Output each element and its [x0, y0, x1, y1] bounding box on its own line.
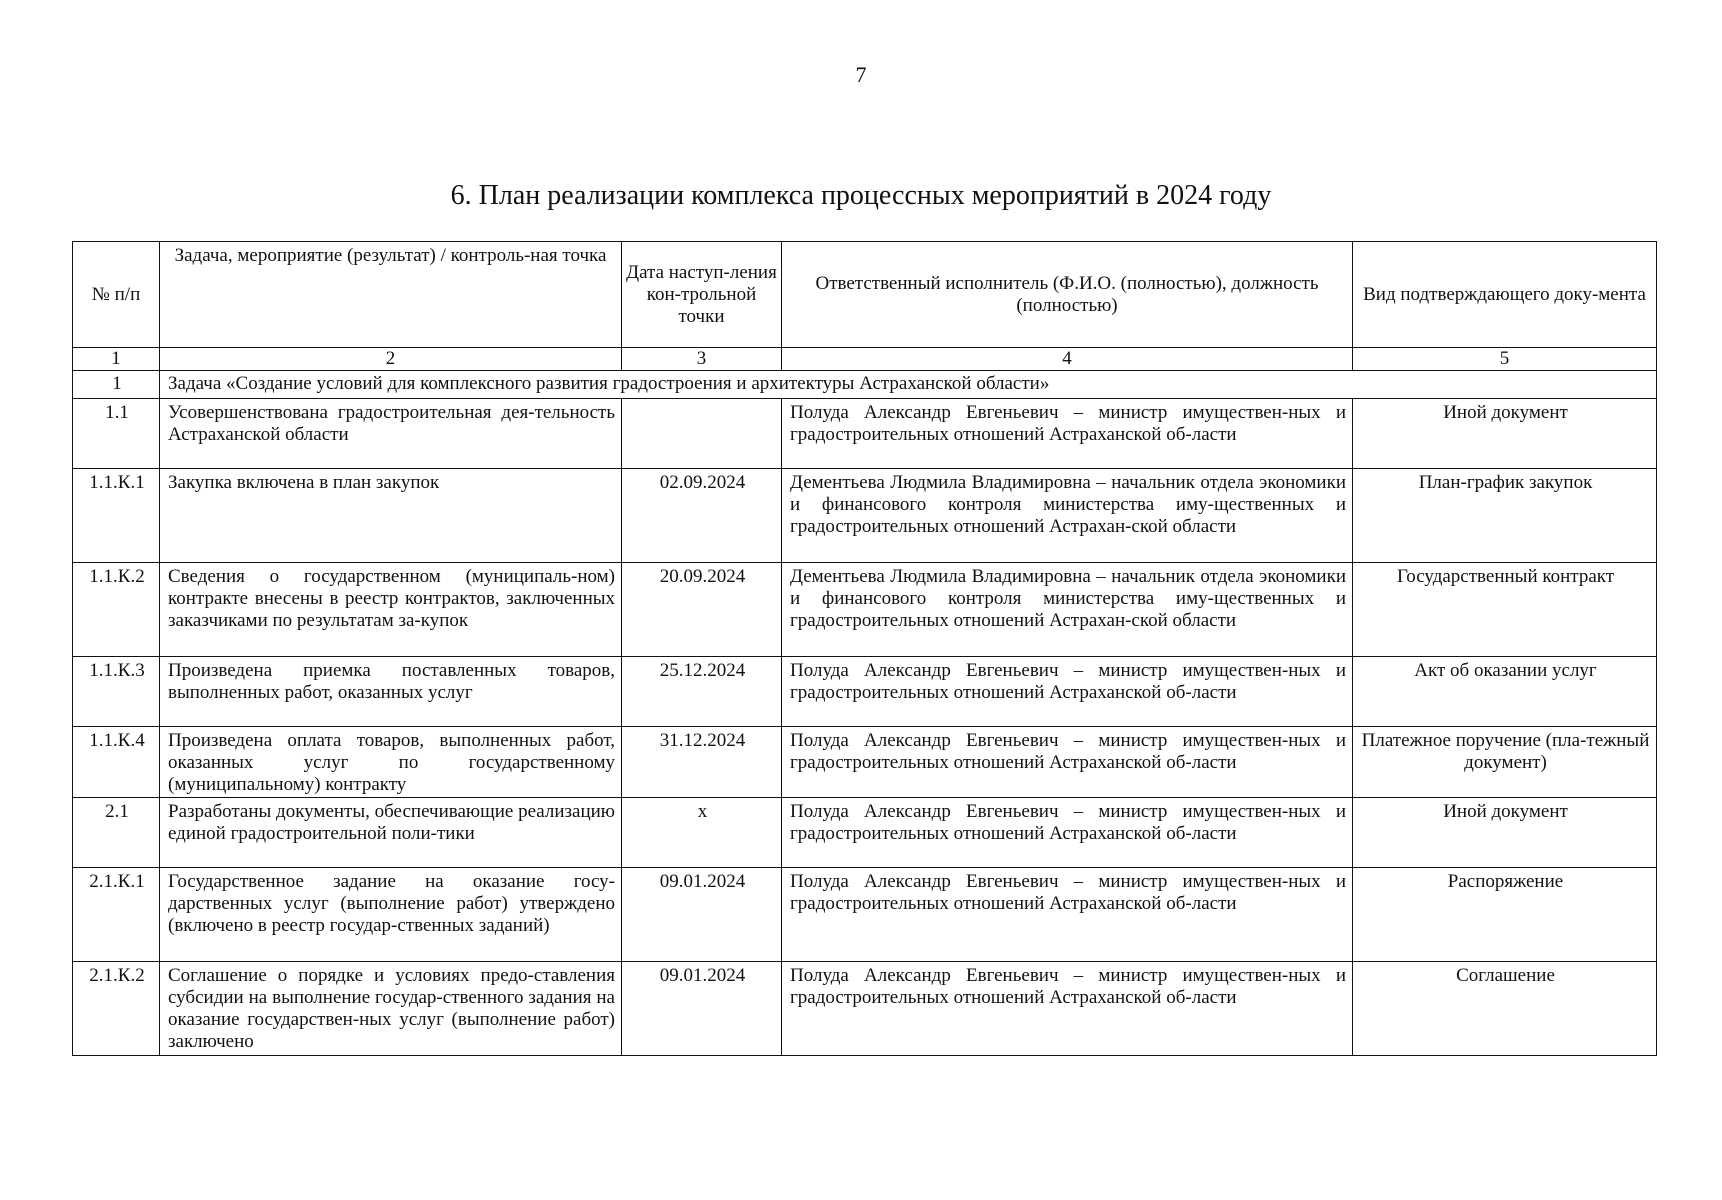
table-row	[73, 727, 1657, 798]
row-task-text: Произведена оплата товаров, выполненных работ, оказанных услуг по государственному (муниципальному) контракту	[160, 727, 622, 798]
table-row	[73, 469, 1657, 563]
column-number: 3	[622, 348, 782, 371]
row-date: 31.12.2024	[622, 727, 782, 798]
row-task-text: Соглашение о порядке и условиях предо-ставления субсидии на выполнение государ-ственного задания на оказание государствен-ных услуг (выполнение работ) заключено	[160, 962, 622, 1056]
row-responsible: Полуда Александр Евгеньевич – министр имуществен-ных и градостроительных отношений Астраханской об-ласти	[782, 798, 1353, 868]
table-row	[73, 563, 1657, 657]
row-date	[622, 399, 782, 469]
row-number: 2.1.К.1	[73, 868, 160, 962]
row-number: 1.1.К.2	[73, 563, 160, 657]
row-document-type: План-график закупок	[1353, 469, 1657, 563]
page-title: 6. План реализации комплекса процессных мероприятий в 2024 году	[450, 180, 1272, 211]
row-date: 25.12.2024	[622, 657, 782, 727]
row-responsible: Полуда Александр Евгеньевич – министр имуществен-ных и градостроительных отношений Астраханской об-ласти	[782, 657, 1353, 727]
table-row	[73, 657, 1657, 727]
header-task: Задача, мероприятие (результат) / контроль-ная точка	[160, 242, 622, 348]
header-document: Вид подтверждающего доку-мента	[1353, 242, 1657, 348]
table-row	[73, 399, 1657, 469]
header-num: № п/п	[73, 242, 160, 348]
row-date: 02.09.2024	[622, 469, 782, 563]
row-document-type: Иной документ	[1353, 399, 1657, 469]
row-task-text: Государственное задание на оказание госу-дарственных услуг (выполнение работ) утверждено (включено в реестр государ-ственных заданий)	[160, 868, 622, 962]
table-header-row	[73, 242, 1657, 348]
row-document-type: Платежное поручение (пла-тежный документ)	[1353, 727, 1657, 798]
page-number: 7	[855, 62, 867, 87]
row-document-type: Акт об оказании услуг	[1353, 657, 1657, 727]
row-number: 2.1.К.2	[73, 962, 160, 1056]
task-group-text: Задача «Создание условий для комплексного развития градостроения и архитектуры Астраханской области»	[160, 371, 1657, 399]
column-number-row	[73, 348, 1657, 371]
table-row	[73, 962, 1657, 1056]
row-date: 09.01.2024	[622, 868, 782, 962]
row-responsible: Полуда Александр Евгеньевич – министр имуществен-ных и градостроительных отношений Астраханской об-ласти	[782, 868, 1353, 962]
row-task-text: Закупка включена в план закупок	[160, 469, 622, 563]
header-responsible: Ответственный исполнитель (Ф.И.О. (полностью), должность (полностью)	[782, 242, 1353, 348]
row-document-type: Соглашение	[1353, 962, 1657, 1056]
row-number: 1.1.К.3	[73, 657, 160, 727]
task-group-row	[73, 371, 1657, 399]
row-responsible: Полуда Александр Евгеньевич – министр имуществен-ных и градостроительных отношений Астраханской об-ласти	[782, 399, 1353, 469]
row-document-type: Государственный контракт	[1353, 563, 1657, 657]
row-date: х	[622, 798, 782, 868]
row-document-type: Иной документ	[1353, 798, 1657, 868]
row-date: 20.09.2024	[622, 563, 782, 657]
table-row	[73, 798, 1657, 868]
row-responsible: Дементьева Людмила Владимировна – начальник отдела экономики и финансового контроля министерства иму-щественных и градостроительных отношений Астрахан-ской области	[782, 563, 1353, 657]
row-task-text: Произведена приемка поставленных товаров, выполненных работ, оказанных услуг	[160, 657, 622, 727]
row-number: 1.1	[73, 399, 160, 469]
row-number: 2.1	[73, 798, 160, 868]
column-number: 4	[782, 348, 1353, 371]
header-date: Дата наступ-ления кон-трольной точки	[622, 242, 782, 348]
row-document-type: Распоряжение	[1353, 868, 1657, 962]
column-number: 2	[160, 348, 622, 371]
row-responsible: Полуда Александр Евгеньевич – министр имуществен-ных и градостроительных отношений Астраханской об-ласти	[782, 962, 1353, 1056]
row-task-text: Разработаны документы, обеспечивающие реализацию единой градостроительной поли-тики	[160, 798, 622, 868]
row-task-text: Усовершенствована градостроительная дея-тельность Астраханской области	[160, 399, 622, 469]
row-number: 1.1.К.4	[73, 727, 160, 798]
column-number: 1	[73, 348, 160, 371]
column-number: 5	[1353, 348, 1657, 371]
row-date: 09.01.2024	[622, 962, 782, 1056]
table-row	[73, 868, 1657, 962]
row-responsible: Дементьева Людмила Владимировна – начальник отдела экономики и финансового контроля министерства иму-щественных и градостроительных отношений Астрахан-ской области	[782, 469, 1353, 563]
row-responsible: Полуда Александр Евгеньевич – министр имуществен-ных и градостроительных отношений Астраханской об-ласти	[782, 727, 1353, 798]
row-task-text: Сведения о государственном (муниципаль-ном) контракте внесены в реестр контрактов, заключенных заказчиками по результатам за-купок	[160, 563, 622, 657]
task-group-num: 1	[73, 371, 160, 399]
row-number: 1.1.К.1	[73, 469, 160, 563]
plan-table	[72, 241, 1657, 1056]
